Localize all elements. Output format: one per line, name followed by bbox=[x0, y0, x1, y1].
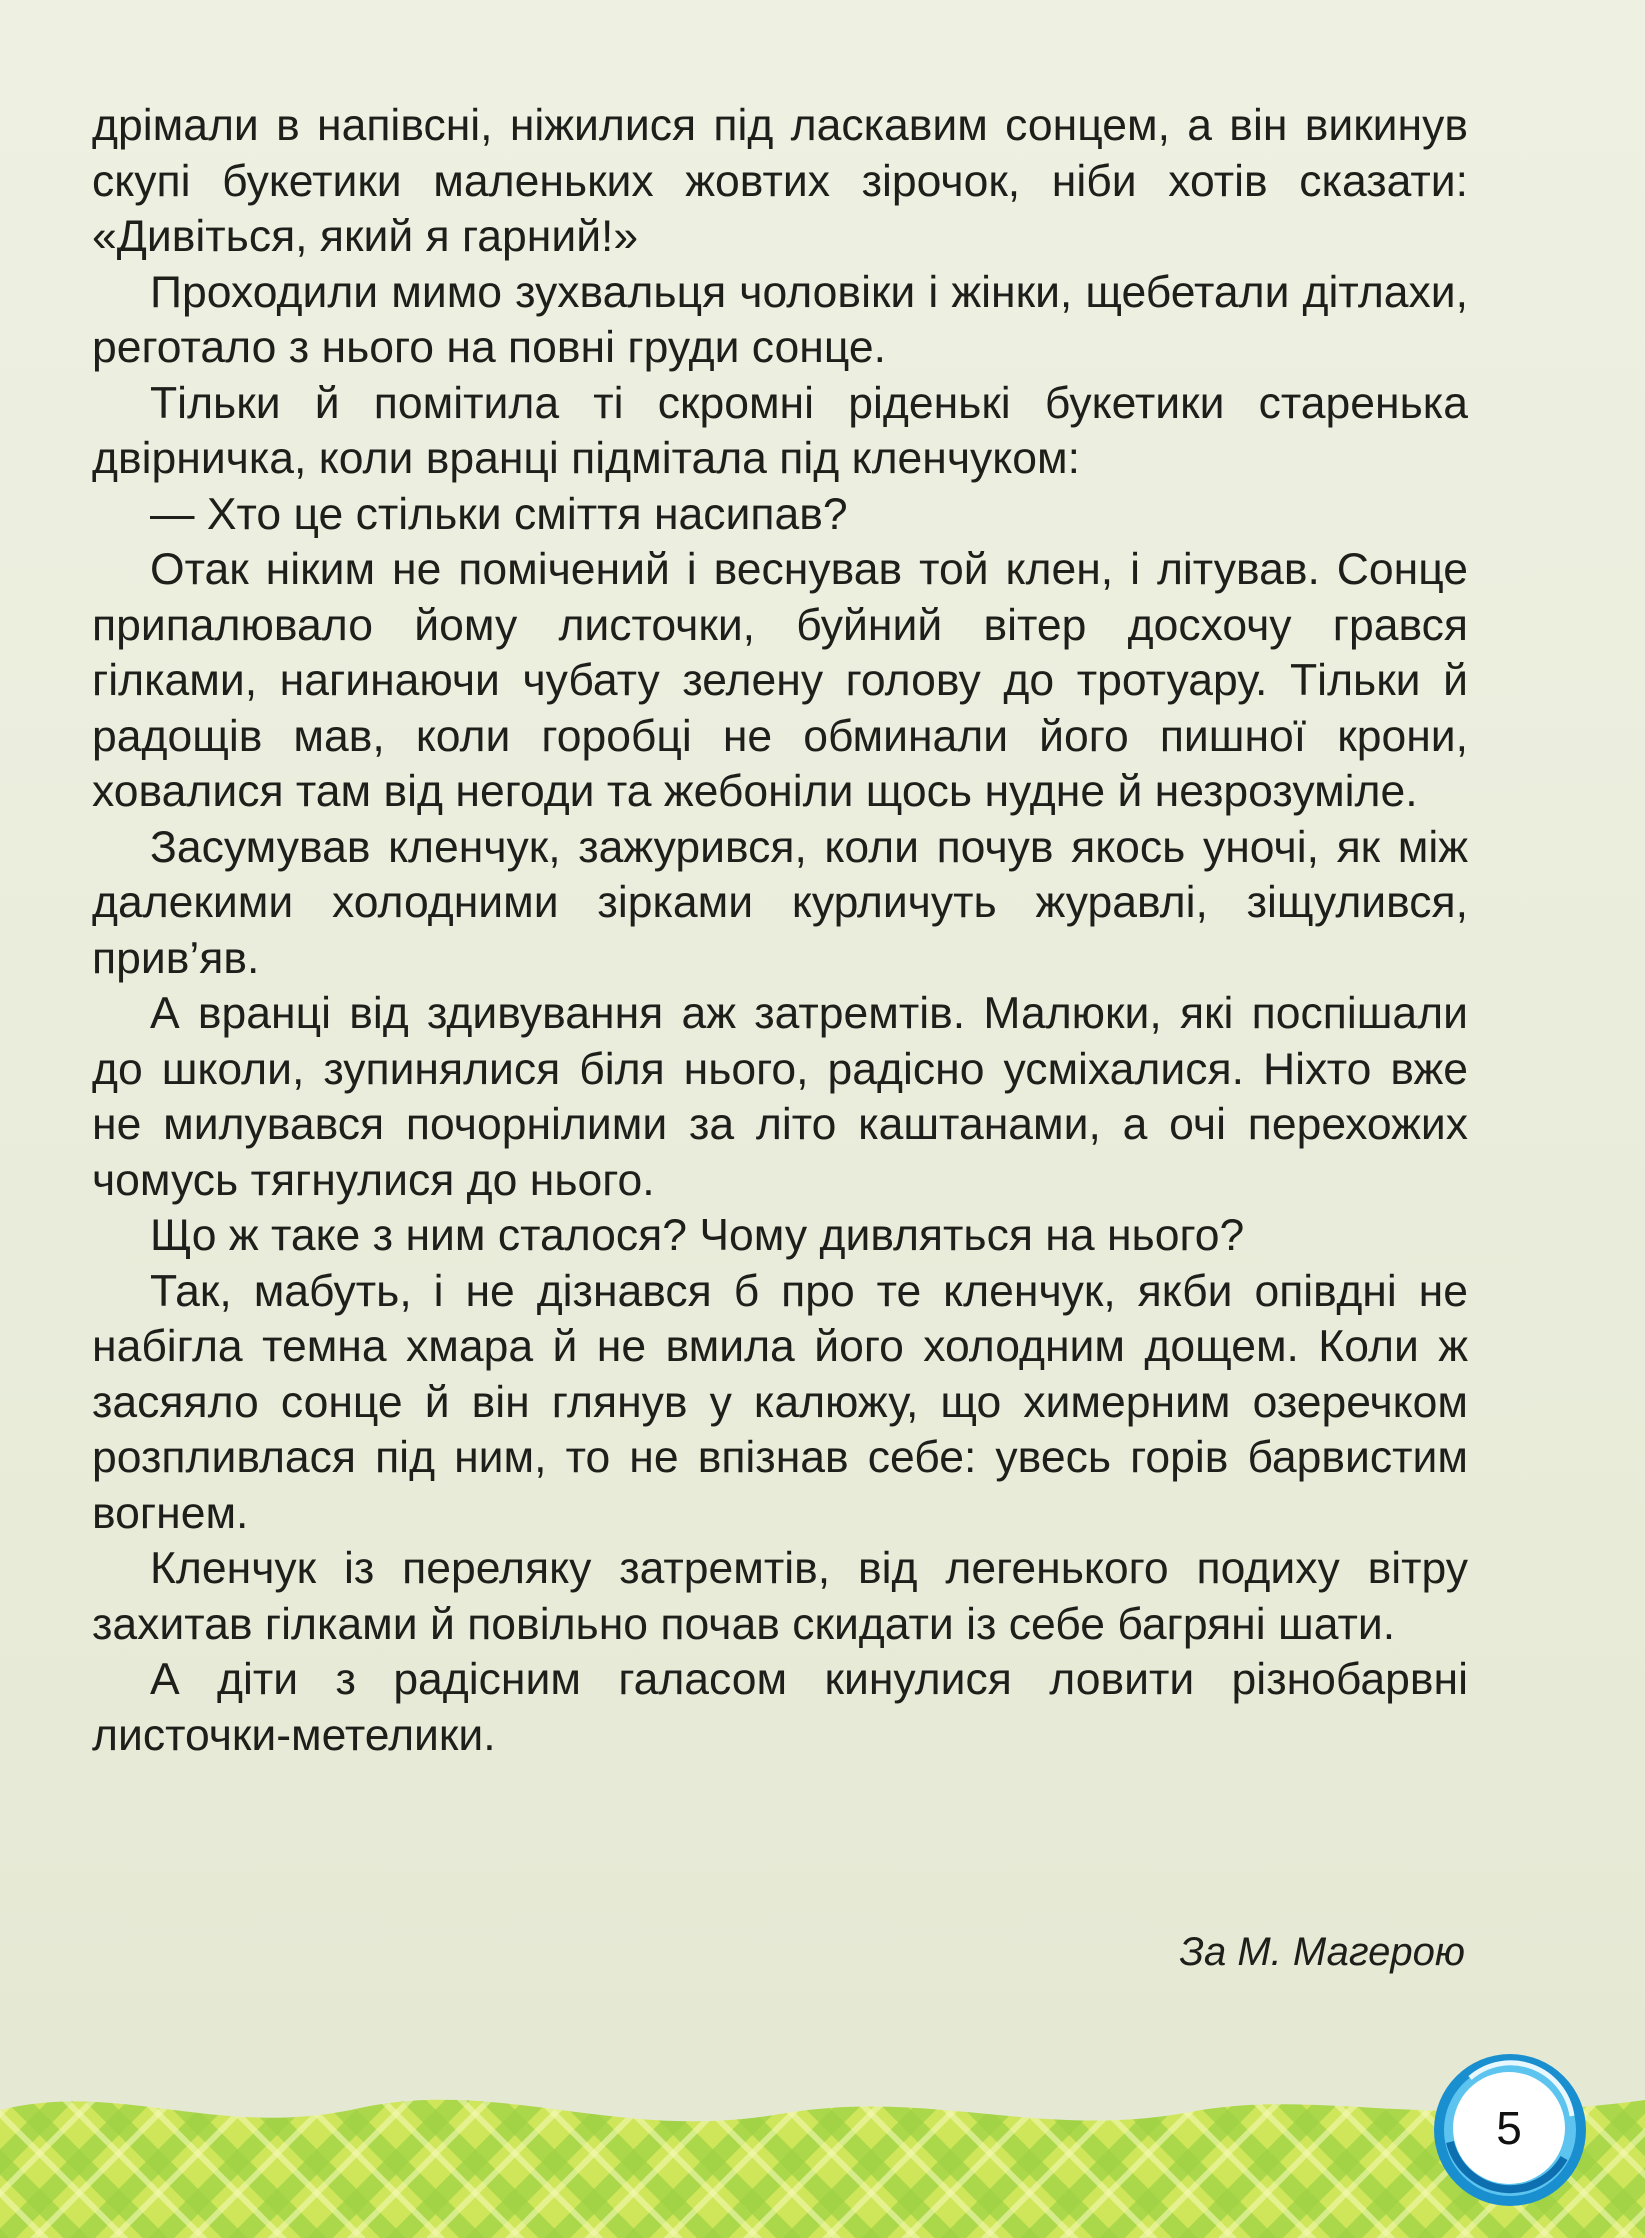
page-number: 5 bbox=[1453, 2072, 1565, 2184]
story-paragraph: — Хто це стільки сміття насипав? bbox=[150, 489, 848, 539]
story-paragraph: Кленчук із переляку затремтів, від легенького подиху вітру захитав гілками й повільно почав скидати із себе багряні шати. bbox=[92, 1544, 1468, 1649]
story-paragraph: Що ж таке з ним сталося? Чому дивляться на нього? bbox=[150, 1211, 1245, 1260]
story-paragraph: А діти з радісним галасом кинулися ловити різнобарвні листочки-метелики. bbox=[92, 1655, 1468, 1760]
story-paragraph: Отак ніким не помічений і веснував той клен, і літував. Сонце припалювало йому листочки, буйний вітер досхочу грався гілками, нагинаючи чубату зелену голову до тротуару. Тільки й радощів мав, коли горобці не обминали його пишної крони, ховалися там від негоди та жебоніли щось нудне й незрозуміле. bbox=[92, 545, 1468, 816]
story-paragraph: Проходили мимо зухвальця чоловіки і жінки, щебетали дітлахи, реготало з нього на повні груди сонце. bbox=[92, 267, 1468, 372]
story-paragraph: Так, мабуть, і не дізнався б про те кленчук, якби опівдні не набігла темна хмара й не вмила його холодним дощем. Коли ж засяяло сонце й він глянув у калюжу, що химерним озеречком розпливлася під ним, то не впізнав себе: увесь горів барвистим вогнем. bbox=[92, 1266, 1468, 1538]
author-attribution: За М. Магерою bbox=[1179, 1930, 1465, 1974]
plaid-footer-decoration bbox=[0, 2070, 1645, 2238]
story-paragraph: Засумував кленчук, зажурився, коли почув якось уночі, як між далекими холодними зірками курличуть журавлі, зіщулився, прив’яв. bbox=[92, 822, 1468, 983]
story-paragraph: А вранці від здивування аж затремтів. Малюки, які поспішали до школи, зупинялися біля нього, радісно усміхалися. Ніхто вже не милувався почорнілими за літо каштанами, а очі перехожих чомусь тягнулися до нього. bbox=[92, 989, 1468, 1205]
story-text bbox=[92, 98, 1468, 1763]
story-paragraph: Тільки й помітила ті скромні ріденькі букетики старенька двірничка, коли вранці підмітала під кленчуком: bbox=[92, 378, 1468, 483]
story-paragraph: дрімали в напівсні, ніжилися під ласкавим сонцем, а він викинув скупі букетики маленьких жовтих зірочок, ніби хотів сказати: «Дивіться, який я гарний!» bbox=[92, 101, 1468, 261]
